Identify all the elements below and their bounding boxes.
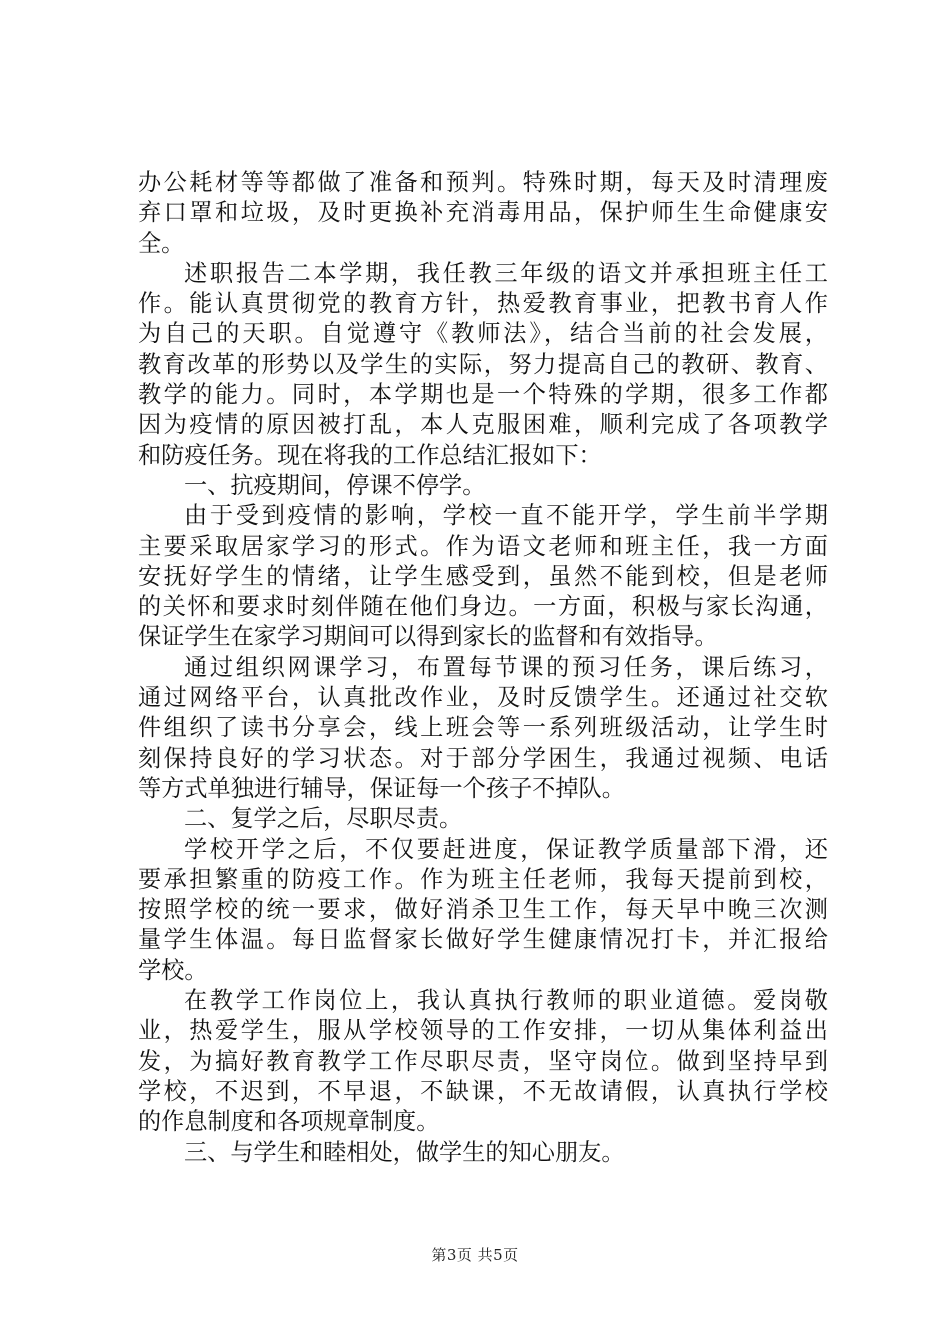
text-line: 和防疫任务。现在将我的工作总结汇报如下： [138,441,602,469]
text-line: 全。 [138,229,185,257]
text-line: 业，热爱学生，服从学校领导的工作安排，一切从集体利益出 [138,1017,828,1045]
text-line: 通过组织网课学习，布置每节课的预习任务，课后练习， [184,653,828,681]
text-line: 主要采取居家学习的形式。作为语文老师和班主任，我一方面 [138,532,828,560]
text-line: 教学的能力。同时，本学期也是一个特殊的学期，很多工作都 [138,381,828,409]
text-line: 安抚好学生的情绪，让学生感受到，虽然不能到校，但是老师 [138,562,828,590]
document-body [138,168,828,1168]
text-line: 学校，不迟到，不早退，不缺课，不无故请假，认真执行学校 [138,1077,828,1105]
text-line: 学校开学之后，不仅要赶进度，保证教学质量部下滑，还 [184,835,828,863]
text-line: 件组织了读书分享会，线上班会等一系列班级活动，让学生时 [138,714,828,742]
text-line: 一、抗疫期间，停课不停学。 [184,471,486,499]
text-line: 教育改革的形势以及学生的实际，努力提高自己的教研、教育、 [138,350,828,378]
text-line: 学校。 [138,956,208,984]
text-line: 按照学校的统一要求，做好消杀卫生工作，每天早中晚三次测 [138,896,828,924]
text-line: 办公耗材等等都做了准备和预判。特殊时期，每天及时清理废 [138,169,828,196]
text-line: 作。能认真贯彻党的教育方针，热爱教育事业，把教书育人作 [138,290,828,318]
text-line: 二、复学之后，尽职尽责。 [184,805,463,833]
text-line: 的关怀和要求时刻伴随在他们身边。一方面，积极与家长沟通， [138,593,828,621]
page-number-footer: 第3页 共5页 [431,1246,519,1264]
text-line: 发，为搞好教育教学工作尽职尽责，坚守岗位。做到坚持早到 [138,1047,828,1075]
text-line: 保证学生在家学习期间可以得到家长的监督和有效指导。 [138,623,718,651]
text-line: 等方式单独进行辅导，保证每一个孩子不掉队。 [138,774,625,802]
text-line: 在教学工作岗位上，我认真执行教师的职业道德。爱岗敬 [184,987,828,1015]
text-line: 三、与学生和睦相处，做学生的知心朋友。 [184,1138,625,1166]
text-line: 要承担繁重的防疫工作。作为班主任老师，我每天提前到校， [138,865,828,893]
text-line: 量学生体温。每日监督家长做好学生健康情况打卡，并汇报给 [138,926,828,954]
text-line: 述职报告二本学期，我任教三年级的语文并承担班主任工 [184,259,828,287]
text-line: 为自己的天职。自觉遵守《教师法》，结合当前的社会发展， [138,320,828,348]
text-line: 弃口罩和垃圾，及时更换补充消毒用品，保护师生生命健康安 [138,199,828,227]
text-line: 通过网络平台，认真批改作业，及时反馈学生。还通过社交软 [138,684,828,712]
text-line: 由于受到疫情的影响，学校一直不能开学，学生前半学期 [184,502,828,530]
text-line: 因为疫情的原因被打乱，本人克服困难，顺利完成了各项教学 [138,411,828,439]
text-line: 的作息制度和各项规章制度。 [138,1108,440,1136]
text-line: 刻保持良好的学习状态。对于部分学困生，我通过视频、电话 [138,744,828,772]
